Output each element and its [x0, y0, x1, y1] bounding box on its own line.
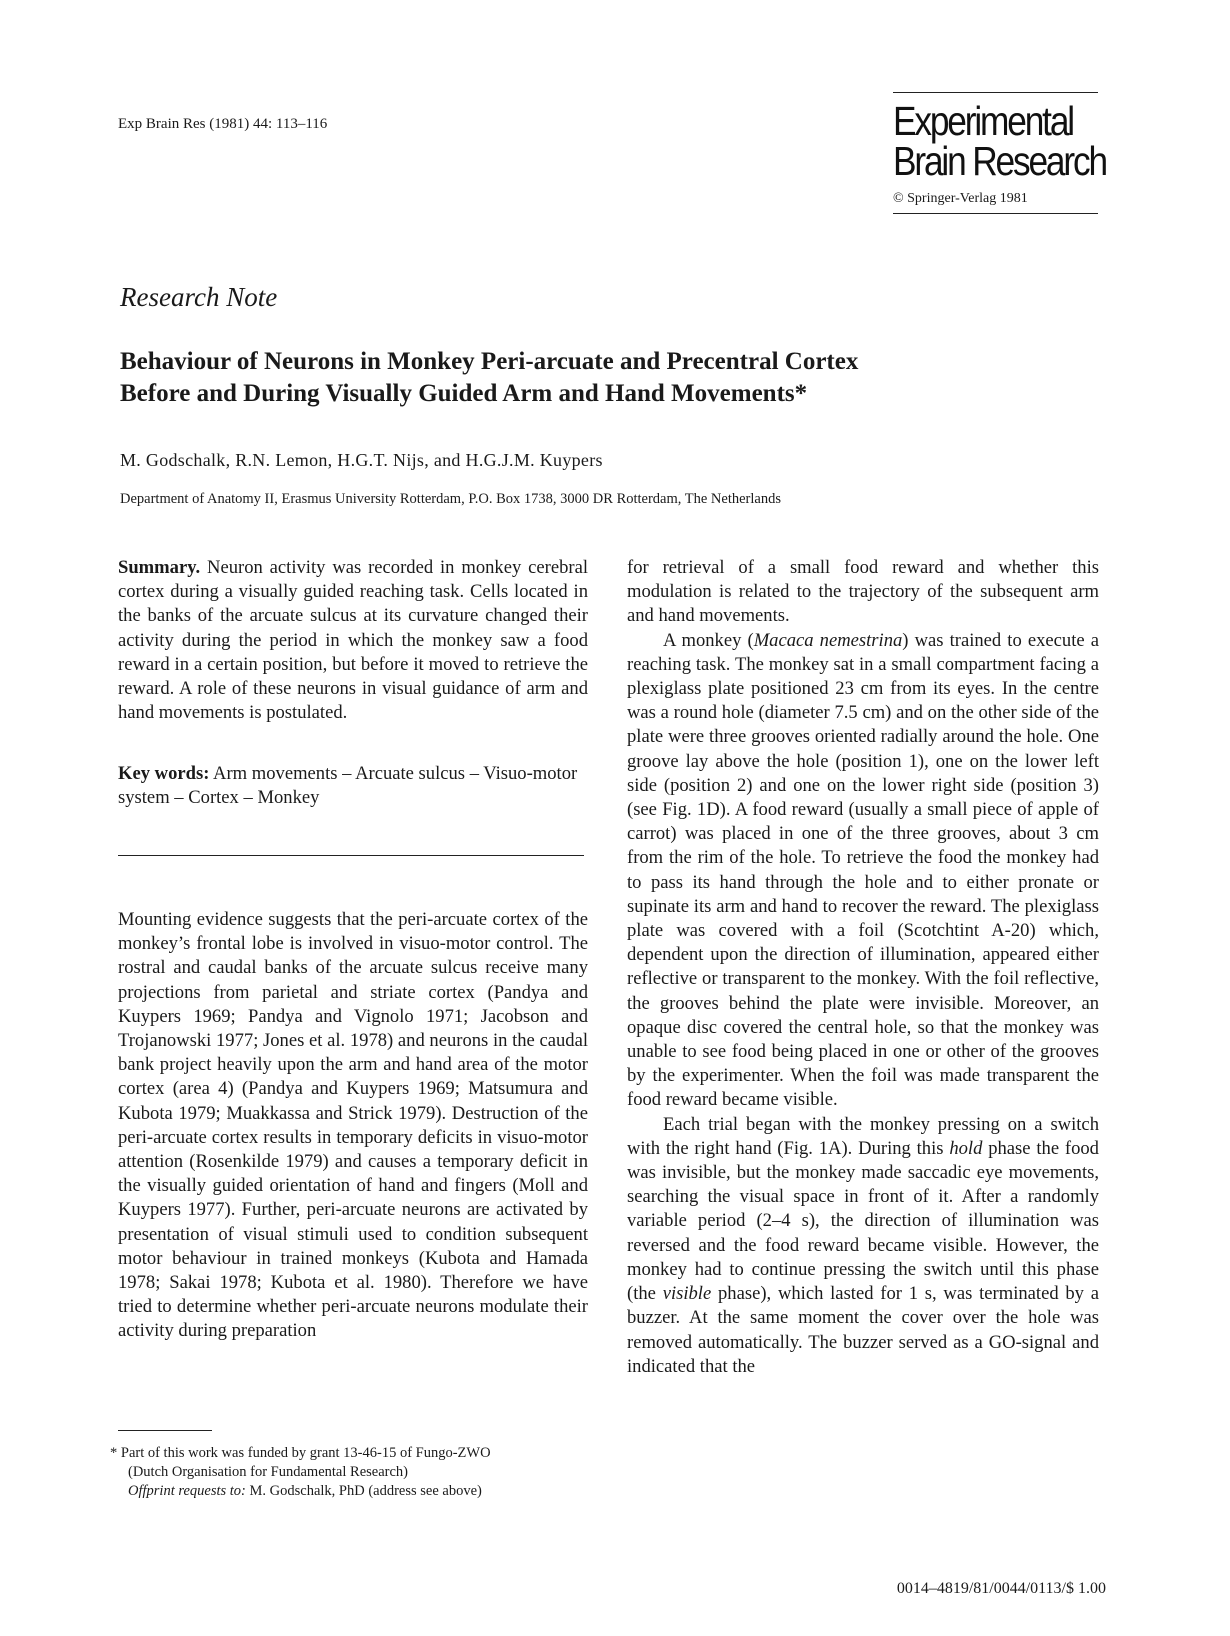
journal-name-line1: Experimental [893, 98, 1073, 144]
logo-rule-top [893, 92, 1098, 93]
logo-rule-bottom [893, 213, 1098, 214]
intro-paragraph: Mounting evidence suggests that the peri-arcuate cortex of the monkey’s frontal lobe is involved in visuo-motor control. The rostral and caudal banks of the arcuate sulcus receive many projections from parietal and striate cortex (Pandya and Kuypers 1969; Pandya and Vignolo 1971; Jacobson and Trojanowski 1977; Jones et al. 1978) and neurons in the caudal bank project heavily upon the arm and hand area of the motor cortex (area 4) (Pandya and Kuypers 1969; Matsumura and Kubota 1979; Muakkassa and Strick 1979). Destruction of the peri-arcuate cortex results in temporary deficits in visuo-motor attention (Rosenkilde 1979) and causes a temporary deficit in the visually guided orientation of hand and fingers (Moll and Kuypers 1977). Further, peri-arcuate neurons are activated by presentation of visual stimuli used to condition subsequent motor behaviour in trained monkeys (Kubota and Hamada 1978; Sakai 1978; Kubota et al. 1980). Therefore we have tried to determine whether peri-arcuate neurons modulate their activity during preparation [118, 909, 588, 1342]
footnote-rule [118, 1430, 212, 1431]
title-line-1: Behaviour of Neurons in Monkey Peri-arcuate and Precentral Cortex [120, 348, 859, 375]
methods-p3-start: Each trial began with the monkey pressing on a switch with the right hand (Fig. 1A). During this [627, 1113, 1099, 1159]
right-column [627, 556, 1099, 1379]
publisher-copyright: © Springer-Verlag 1981 [893, 191, 1028, 206]
affiliation: Department of Anatomy II, Erasmus University Rotterdam, P.O. Box 1738, 3000 DR Rotterdam, The Netherlands [120, 491, 781, 507]
article-title [120, 346, 1020, 410]
methods-paragraph-1: for retrieval of a small food reward and whether this modulation is related to the trajectory of the subsequent arm and hand movements. [627, 557, 1099, 627]
keywords-text: Arm movements – Arcuate sulcus – Visuo-motor system – Cortex – Monkey [118, 763, 578, 809]
journal-logo-block [893, 92, 1106, 214]
methods-p2-rest: ) was trained to execute a reaching task. The monkey sat in a small compartment facing a plexiglass plate positioned 23 cm from its eyes. In the centre was a round hole (diameter 7.5 cm) and on the other side of the plate were three grooves oriented radially around the hole. One groove lay above the hole (position 1), one on the lower left side (position 2) and one on the lower right side (position 3) (see Fig. 1D). A food reward (usually a small piece of apple of carrot) was placed in one of the three grooves, about 3 cm from the rim of the hole. To retrieve the food the monkey had to pass its hand through the hole and to either pronate or supinate its arm and hand to recover the reward. The plexiglass plate was covered with a foil (Scotchtint A-20) which, dependent upon the direction of illumination, appeared either reflective or transparent to the monkey. With the foil reflective, the grooves behind the plate were invisible. Moreover, an opaque disc covered the central hole, so that the monkey was unable to see food being placed in one or other of the grooves by the experimenter. When the foil was made transparent the food reward became visible. [627, 629, 1099, 1111]
journal-name-line2: Brain Research [893, 138, 1106, 184]
intro-section [118, 908, 588, 1344]
title-line-2: Before and During Visually Guided Arm and Hand Movements* [120, 380, 808, 407]
footnote-funding-line1: * Part of this work was funded by grant 13-46-15 of Fungo-ZWO [110, 1445, 491, 1461]
footnote-funding-line2: (Dutch Organisation for Fundamental Research) [128, 1464, 408, 1480]
summary-section [118, 556, 588, 725]
footnotes [110, 1444, 590, 1501]
methods-p3-end: phase), which lasted for 1 s, was terminated by a buzzer. At the same moment the cover over the hole was removed automatically. The buzzer served as a GO-signal and indicated that the [627, 1283, 1099, 1377]
keywords-section [118, 762, 588, 810]
summary-text: Neuron activity was recorded in monkey cerebral cortex during a visually guided reaching task. Cells located in the banks of the arcuate sulcus at its curvature changed their activity during the period in which the monkey saw a food reward in a certain position, but before it moved to retrieve the reward. A role of these neurons in visual guidance of arm and hand movements is postulated. [118, 557, 589, 724]
summary-label: Summary. [118, 557, 201, 578]
journal-citation: Exp Brain Res (1981) 44: 113–116 [118, 116, 328, 132]
keywords-label: Key words: [118, 763, 210, 784]
methods-p3-middle: phase the food was invisible, but the monkey made saccadic eye movements, searching the visual space in front of it. After a randomly variable period (2–4 s), the direction of illumination was reversed and the food reward became visible. However, the monkey had to continue pressing the switch until this phase (the [627, 1137, 1099, 1305]
article-type: Research Note [120, 282, 278, 312]
methods-paragraph-2 [627, 629, 1099, 1113]
journal-name [893, 98, 1106, 184]
offprint-text: M. Godschalk, PhD (address see above) [245, 1483, 482, 1499]
species-name: Macaca nemestrina [753, 629, 903, 651]
visible-term: visible [662, 1283, 712, 1305]
methods-paragraph-3 [627, 1113, 1099, 1379]
methods-p2-start: A monkey ( [663, 629, 754, 651]
hold-term: hold [949, 1137, 983, 1159]
section-divider [118, 855, 584, 856]
offprint-label: Offprint requests to: [128, 1483, 246, 1499]
article-code: 0014–4819/81/0044/0113/$ 1.00 [896, 1580, 1106, 1597]
author-list: M. Godschalk, R.N. Lemon, H.G.T. Nijs, and H.G.J.M. Kuypers [120, 450, 603, 470]
